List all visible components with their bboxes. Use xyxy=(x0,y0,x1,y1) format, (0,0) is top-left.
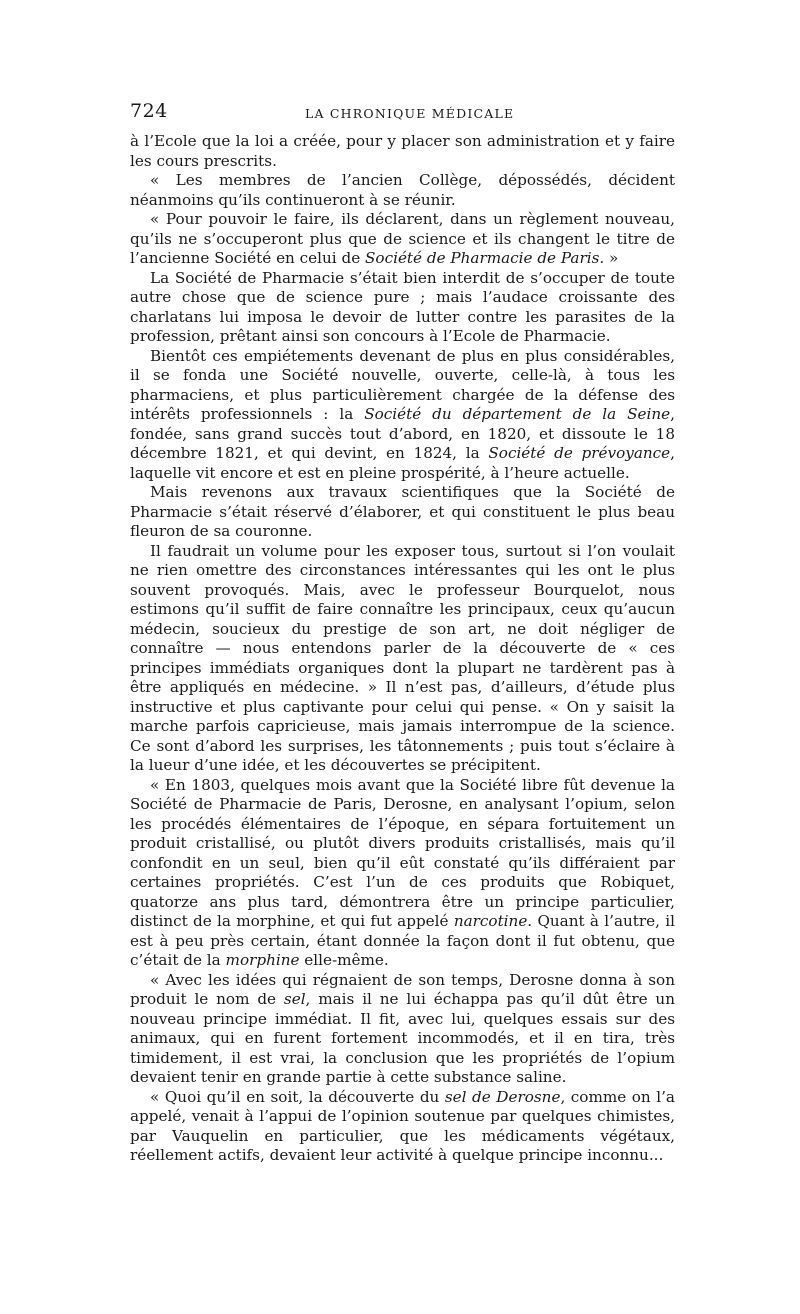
paragraph-5-italic-2: Société de prévoyance xyxy=(488,444,671,462)
paragraph-9-text-a: « Avec les idées qui régnaient de son temps, Derosne donna à son produit le nom de xyxy=(130,970,675,1008)
paragraph-9-italic: sel xyxy=(283,990,306,1008)
paragraph-5-text-b: , fondée, sans grand succès tout d’abord, en 1820, et dissoute le 18 décembre 1821, et qui devint, en 1824, la xyxy=(130,405,675,462)
paragraph-5-italic-1: Société du département de la Seine xyxy=(364,405,671,423)
paragraph-7: Il faudrait un volume pour les exposer tous, surtout si l’on voulait ne rien omettre des circonstances intéressantes qui les ont le plus souvent provoqués. Mais, avec le professeur Bourquelot, nous estimons qu’il suffit de faire connaître les principaux, ceux qu’aucun médecin, soucieux du prestige de son art, ne doit négliger de connaître — nous entendons parler de la découverte de « ces principes immédiats organiques dont la plupart ne tardèrent pas à être appliqués en médecine. » Il n’est pas, d’ailleurs, d’étude plus instructive et plus captivante pour celui qui pense. « On y saisit la marche parfois capricieuse, mais jamais interrompue de la science. Ce sont d’abord les surprises, les tâtonnements ; puis tout s’éclaire à la lueur d’une idée, et les découvertes se précipitent. xyxy=(130,541,675,774)
paragraph-5 xyxy=(130,347,675,484)
paragraph-8-italic-2: morphine xyxy=(225,951,300,969)
paragraph-10-text-a: « Quoi qu’il en soit, la découverte du xyxy=(150,1087,445,1106)
paragraph-8-text-a: « En 1803, quelques mois avant que la Société libre fût devenue la Société de Pharmacie de Paris, Derosne, en analysant l’opium, selon les procédés élémentaires de l’époque, en sépara fortuitement un produit cristallisé, ou plutôt divers produits cristallisés, mais qu’il confondit en un seul, bien qu’il eût constaté qu’ils différaient par certaines propriétés. C’est l’un de ces produits que Robiquet, quatorze ans plus tard, démontrera être un principe particulier, distinct de la morphine, et qui fut appelé xyxy=(130,775,675,930)
paragraph-8 xyxy=(130,776,675,971)
paragraph-6: Mais revenons aux travaux scientifiques que la Société de Pharmacie s’était réservé d’élaborer, et qui constituent le plus beau fleuron de sa couronne. xyxy=(130,483,675,540)
paragraph-4: La Société de Pharmacie s’était bien interdit de s’occuper de toute autre chose que de science pure ; mais l’audace croissante des charlatans lui imposa le devoir de lutter contre les parasites de la profession, prêtant ainsi son concours à l’Ecole de Pharmacie. xyxy=(130,268,675,345)
paragraph-10-text-b: , comme on l’a appelé, venait à l’appui de l’opinion soutenue par quelques chimistes, par Vauquelin en particulier, que les médicaments végétaux, réellement actifs, devaient leur activité à quelque principe inconnu... xyxy=(130,1087,675,1164)
paragraph-3 xyxy=(130,210,675,269)
paragraph-2: « Les membres de l’ancien Collège, dépossédés, décident néanmoins qu’ils continueront à se réunir. xyxy=(130,171,675,209)
paragraph-1: à l’Ecole que la loi a créée, pour y placer son administration et y faire les cours prescrits. xyxy=(130,132,675,170)
paragraph-3-text-a: « Pour pouvoir le faire, ils déclarent, dans un règlement nouveau, qu’ils ne s’occuperont plus que de science et ils changent le titre de l’ancienne Société en celui de xyxy=(130,210,675,267)
paragraph-5-text-c: , laquelle vit encore et est en pleine prospérité, à l’heure actuelle. xyxy=(130,444,675,482)
paragraph-5-text-a: Bientôt ces empiétements devenant de plus en plus considérables, il se fonda une Société nouvelle, ouverte, celle-là, à tous les pharmaciens, et plus particulièrement chargée de la défense des intérêts professionnels : la xyxy=(130,346,675,423)
paragraph-8-text-b: Quant à l’autre, il est à peu près certain, étant donnée la façon dont il fut obtenu, que c’était de la xyxy=(130,912,675,969)
paragraph-3-italic: Société de Pharmacie de Paris. xyxy=(365,249,605,267)
page-number: 724 xyxy=(130,100,168,122)
paragraph-10-italic: sel de Derosne xyxy=(444,1087,561,1106)
paragraph-10 xyxy=(130,1088,675,1166)
paragraph-9-text-b: , mais il ne lui échappa pas qu’il dût être un nouveau principe immédiat. Il fit, avec lui, quelques essais sur des animaux, qui en furent fortement incommodés, et il en tira, très timidement, il est vrai, la conclusion que les propriétés de l’opium devaient tenir en grande partie à cette substance saline. xyxy=(130,990,675,1086)
running-head xyxy=(130,100,675,130)
paragraph-8-italic-1: narcotine. xyxy=(453,912,533,930)
book-page xyxy=(130,100,675,1166)
body-text xyxy=(130,132,675,1166)
paragraph-9 xyxy=(130,971,675,1088)
paragraph-8-text-c: elle-même. xyxy=(299,951,389,969)
journal-title: LA CHRONIQUE MÉDICALE xyxy=(305,106,515,121)
paragraph-3-text-b: » xyxy=(604,249,619,267)
